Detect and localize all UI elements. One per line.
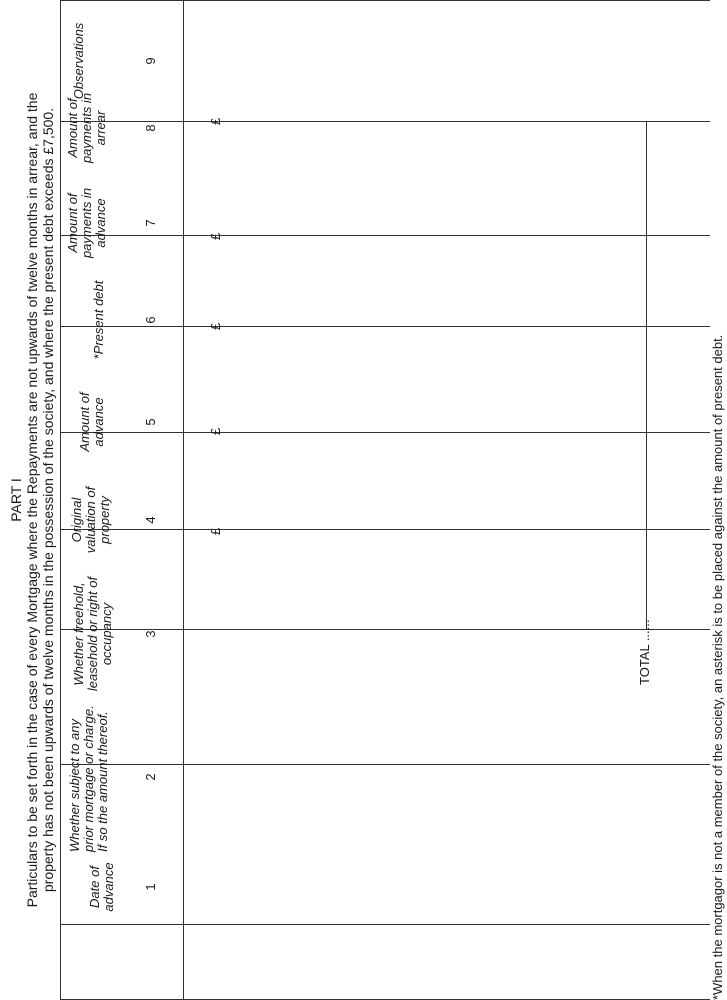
currency-symbol-col4: £ [208,527,223,535]
header-line-1: Particulars to be set forth in the case of every Mortgage where the Repayments are not upwards of twelve months in arrear, and the [24,92,40,908]
col-heading-5: Amount of advance [77,392,106,452]
col-number-1: 1 [143,883,158,891]
col-number-2: 2 [143,773,158,781]
header-line-2: property has not been upwards of twelve months in the possession of the society, and where the present debt exceeds £7,500. [40,107,56,893]
col-heading-9: Observations [71,22,86,100]
col-number-9: 9 [143,57,158,65]
currency-symbol-col5: £ [208,427,223,435]
col-heading-8: Amount of payments in arrear [65,92,108,164]
col-heading-4: Original valuation of property [69,486,112,554]
col-number-7: 7 [143,219,158,227]
col-number-3: 3 [143,630,158,638]
currency-symbol-col8: £ [208,117,223,125]
header-rule [183,0,184,1000]
footnote: *When the mortgagor is not a member of the society, an asterisk is to be placed against the amount of present debt. [710,334,725,1000]
col-divider [60,924,710,925]
col-heading-2: Whether subject to any prior mortgage or charge. If so the amount thereof. [67,705,110,852]
part-title: PART I [8,478,24,522]
col-number-4: 4 [143,516,158,524]
table-border-top [60,0,61,1000]
col-heading-1: Date of advance [87,862,116,912]
col-heading-3: Whether freehold, leasehold or right of occupancy [71,576,114,692]
table-border-right [60,0,710,1]
total-rule [646,121,647,630]
col-number-6: 6 [143,316,158,324]
currency-symbol-col7: £ [208,232,223,240]
total-label: TOTAL ...... [637,619,652,685]
col-heading-6: *Present debt [91,280,106,360]
currency-symbol-col6: £ [208,322,223,330]
col-number-5: 5 [143,418,158,426]
col-heading-7: Amount of payments in advance [65,187,108,259]
col-number-8: 8 [143,124,158,132]
